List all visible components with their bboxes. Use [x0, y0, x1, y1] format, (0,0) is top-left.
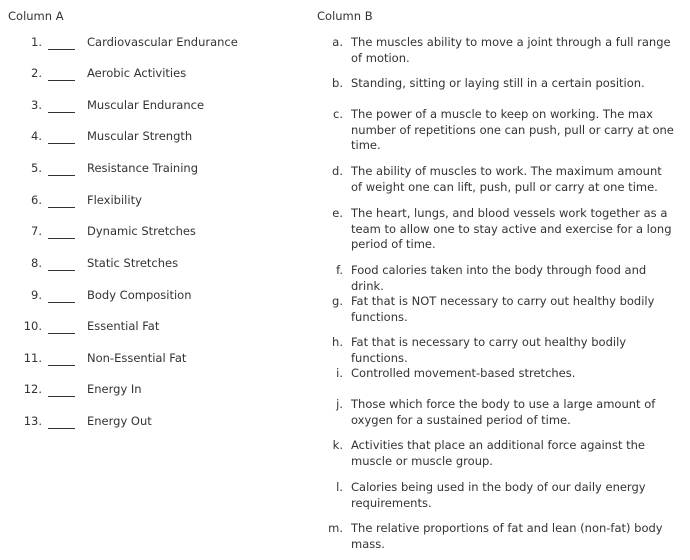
answer-blank[interactable]	[48, 365, 75, 366]
term-label: Non-Essential Fat	[87, 351, 187, 365]
column-a-item	[0, 288, 300, 312]
definition-text: Fat that is NOT necessary to carry out healthy bodily functions.	[351, 294, 655, 324]
column-a-item	[0, 129, 300, 153]
definition-text: The relative proportions of fat and lean (non-fat) body mass.	[351, 521, 663, 551]
answer-blank[interactable]	[48, 80, 75, 81]
item-letter: m.	[328, 521, 343, 535]
answer-blank[interactable]	[48, 333, 75, 334]
term-label: Muscular Endurance	[87, 98, 205, 112]
item-letter: f.	[336, 263, 343, 277]
column-a-item	[0, 161, 300, 185]
item-number: 7.	[31, 224, 42, 238]
column-a-header: Column A	[8, 9, 64, 23]
term-label: Resistance Training	[87, 161, 199, 175]
answer-blank[interactable]	[48, 396, 75, 397]
definition-text: The heart, lungs, and blood vessels work together as a team to allow one to stay active and exercise for a long period of time.	[351, 206, 672, 251]
column-a-item	[0, 224, 300, 248]
item-number: 5.	[31, 161, 42, 175]
item-letter: a.	[332, 35, 343, 49]
column-a-item	[0, 193, 300, 217]
item-letter: b.	[332, 76, 343, 90]
item-number: 8.	[31, 256, 42, 270]
definition-text: The ability of muscles to work. The maximum amount of weight one can lift, push, pull or carry at one time.	[351, 164, 662, 194]
column-a-item	[0, 35, 300, 59]
answer-blank[interactable]	[48, 270, 75, 271]
answer-blank[interactable]	[48, 175, 75, 176]
definition-text: Standing, sitting or laying still in a certain position.	[351, 76, 645, 90]
item-letter: h.	[332, 335, 343, 349]
column-a-item	[0, 66, 300, 90]
definition-text: The muscles ability to move a joint through a full range of motion.	[351, 35, 671, 65]
answer-blank[interactable]	[48, 238, 75, 239]
item-number: 2.	[31, 66, 42, 80]
answer-blank[interactable]	[48, 143, 75, 144]
item-letter: d.	[332, 164, 343, 178]
answer-blank[interactable]	[48, 428, 75, 429]
column-a-item	[0, 414, 300, 438]
item-letter: j.	[336, 397, 343, 411]
item-number: 3.	[31, 98, 42, 112]
item-letter: e.	[332, 206, 343, 220]
item-number: 12.	[23, 382, 42, 396]
term-label: Flexibility	[87, 193, 142, 207]
item-number: 4.	[31, 129, 42, 143]
item-number: 13.	[23, 414, 42, 428]
term-label: Dynamic Stretches	[87, 224, 196, 238]
item-number: 6.	[31, 193, 42, 207]
term-label: Static Stretches	[87, 256, 179, 270]
column-a-item	[0, 256, 300, 280]
answer-blank[interactable]	[48, 112, 75, 113]
term-label: Muscular Strength	[87, 129, 193, 143]
term-label: Cardiovascular Endurance	[87, 35, 238, 49]
item-number: 9.	[31, 288, 42, 302]
answer-blank[interactable]	[48, 207, 75, 208]
term-label: Energy Out	[87, 414, 152, 428]
item-letter: c.	[333, 107, 343, 121]
item-letter: l.	[336, 480, 343, 494]
answer-blank[interactable]	[48, 302, 75, 303]
definition-text: Food calories taken into the body through food and drink.	[351, 263, 647, 293]
definition-text: Activities that place an additional force against the muscle or muscle group.	[351, 438, 646, 468]
definition-text: The power of a muscle to keep on working. The max number of repetitions one can push, pull or carry at one time.	[351, 107, 674, 152]
answer-blank[interactable]	[48, 49, 75, 50]
column-a-item	[0, 98, 300, 122]
definition-text: Those which force the body to use a large amount of oxygen for a sustained period of time.	[351, 397, 656, 427]
item-number: 1.	[31, 35, 42, 49]
definition-text: Fat that is necessary to carry out healthy bodily functions.	[351, 335, 627, 365]
term-label: Essential Fat	[87, 319, 160, 333]
item-number: 11.	[23, 351, 42, 365]
column-a-item	[0, 319, 300, 343]
term-label: Energy In	[87, 382, 142, 396]
column-a-item	[0, 351, 300, 375]
column-a-item	[0, 382, 300, 406]
definition-text: Controlled movement-based stretches.	[351, 366, 576, 380]
term-label: Body Composition	[87, 288, 192, 302]
item-number: 10.	[23, 319, 42, 333]
definition-text: Calories being used in the body of our daily energy requirements.	[351, 480, 646, 510]
item-letter: k.	[332, 438, 343, 452]
item-letter: i.	[336, 366, 343, 380]
item-letter: g.	[332, 294, 343, 308]
term-label: Aerobic Activities	[87, 66, 187, 80]
column-b-header: Column B	[317, 9, 373, 23]
